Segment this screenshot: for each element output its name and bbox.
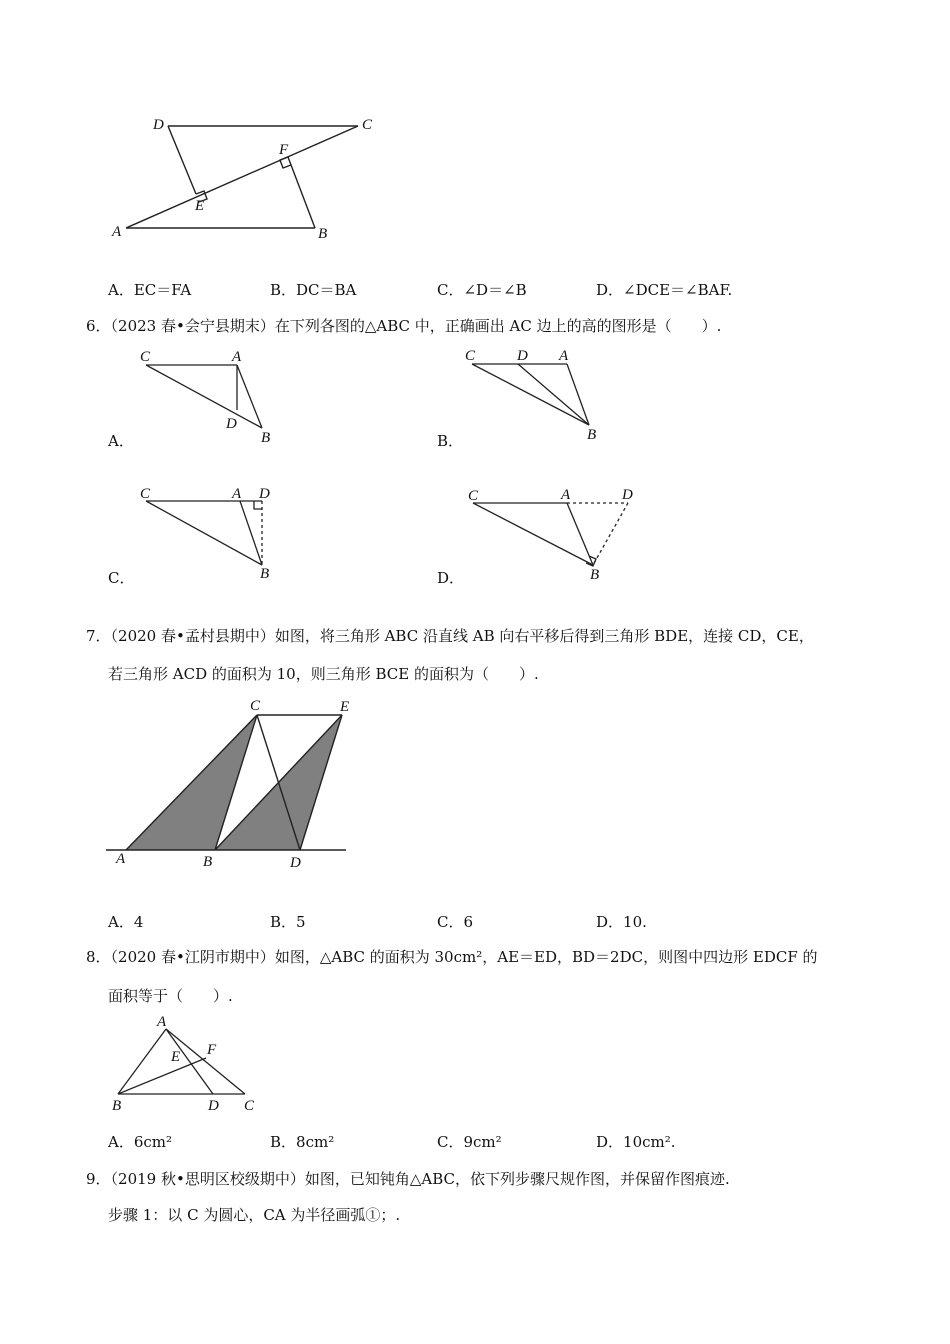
q6c-label-B: B [260,566,270,582]
q8-label-D: D [208,1098,219,1114]
q6c-label-A: A [232,486,242,502]
q6d-label-D: D [622,487,633,503]
q8-stem-line2: 面积等于（ ）. [108,987,233,1005]
q8-option-d[interactable]: D．10cm². [596,1133,676,1151]
q6-figure-a [130,340,290,450]
q8-label-F: F [207,1042,217,1058]
q6b-label-C: C [465,348,476,364]
q7-option-b[interactable]: B．5 [270,913,306,931]
q6-option-d[interactable]: D． [437,569,465,587]
q9-step1: 步骤 1：以 C 为圆心，CA 为半径画弧①；. [108,1206,401,1224]
q7-stem-line1: 7．（2020 春•孟村县期中）如图，将三角形 ABC 沿直线 AB 向右平移后得到三角形 BDE，连接 CD，CE， [86,627,814,645]
q5-figure [100,105,400,250]
q7-label-B: B [203,854,213,870]
q8-option-b[interactable]: B．8cm² [270,1133,335,1151]
q6-figure-c [130,480,290,590]
q5-label-E: E [195,198,205,214]
q6c-label-C: C [140,486,151,502]
q7-option-a[interactable]: A．4 [108,913,144,931]
q5-label-C: C [362,117,373,133]
q6-figure-b [460,340,610,450]
q6c-label-D: D [259,486,270,502]
q6a-label-A: A [232,349,242,365]
q7-label-C: C [250,698,261,714]
q6b-label-D: D [517,348,528,364]
q5-option-c[interactable]: C．∠D＝∠B [437,281,527,299]
q8-label-C: C [244,1098,255,1114]
q6-figure-d [460,480,640,590]
q8-figure [100,1010,270,1120]
q6d-label-A: A [561,487,571,503]
q6d-label-C: C [468,488,479,504]
q6-option-b[interactable]: B． [437,432,464,450]
q5-label-B: B [318,226,328,242]
q6-option-a[interactable]: A． [108,432,134,450]
q6b-label-B: B [587,427,597,443]
q9-stem: 9．（2019 秋•思明区校级期中）如图，已知钝角△ABC，依下列步骤尺规作图，并保留作图痕迹. [86,1170,730,1188]
q5-label-A: A [112,224,122,240]
q6b-label-A: A [559,348,569,364]
q8-label-B: B [112,1098,122,1114]
q6a-label-B: B [261,430,271,446]
q7-label-A: A [116,851,126,867]
q8-label-A: A [157,1014,167,1030]
q6-stem: 6．（2023 春•会宁县期末）在下列各图的△ABC 中，正确画出 AC 边上的高的图形是（ ）. [86,317,722,335]
q7-stem-line2: 若三角形 ACD 的面积为 10，则三角形 BCE 的面积为（ ）. [108,665,539,683]
q7-option-c[interactable]: C．6 [437,913,474,931]
q6-option-c[interactable]: C． [108,569,135,587]
q5-option-b[interactable]: B．DC＝BA [270,281,357,299]
q6a-label-C: C [140,349,151,365]
q7-figure [100,690,370,880]
q8-option-a[interactable]: A．6cm² [108,1133,173,1151]
q5-label-D: D [153,117,164,133]
q5-option-a[interactable]: A．EC＝FA [108,281,192,299]
q6a-label-D: D [226,416,237,432]
q7-option-d[interactable]: D．10. [596,913,647,931]
q7-label-D: D [290,855,301,871]
q5-label-F: F [279,142,289,158]
q5-option-d[interactable]: D．∠DCE＝∠BAF. [596,281,733,299]
q8-option-c[interactable]: C．9cm² [437,1133,502,1151]
q8-stem-line1: 8．（2020 春•江阴市期中）如图，△ABC 的面积为 30cm²，AE＝ED，BD＝2DC，则图中四边形 EDCF 的 [86,948,818,966]
q7-label-E: E [340,699,350,715]
q6d-label-B: B [590,567,600,583]
q8-label-E: E [171,1049,181,1065]
